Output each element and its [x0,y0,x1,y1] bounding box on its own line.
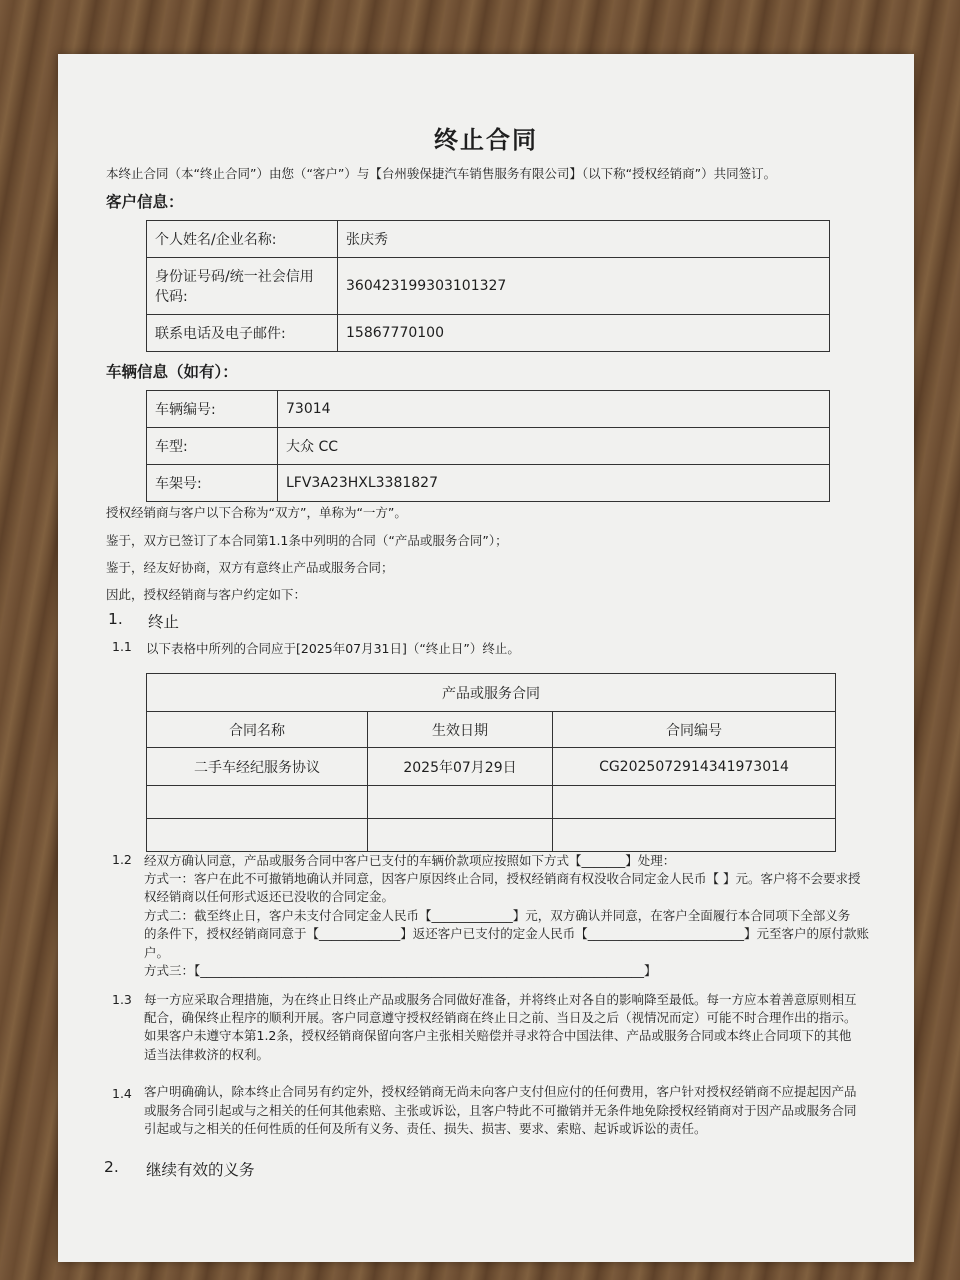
empty-row [147,819,836,852]
clause-1-2-lead: 经双方确认同意，产品或服务合同中客户已支付的车辆价款项应按照如下方式【_______】处理： [144,853,676,868]
header-contract-name: 合同名称 [147,712,368,748]
empty-row [147,786,836,819]
contract-page [58,54,914,1262]
method-2-line3: 户。 [144,945,170,960]
page-title: 终止合同 [434,126,538,154]
method-1-line2: 权经销商以任何形式返还已没收的合同定金。 [144,889,395,904]
vehicle-no-label: 车辆编号: [147,391,278,428]
recital-2: 鉴于，双方已签订了本合同第1.1条中列明的合同（“产品或服务合同”）； [106,533,508,548]
contact-value: 15867770100 [338,315,830,352]
intro-text: 本终止合同（本“终止合同”）由您（“客户”）与【台州骏保捷汽车销售服务有限公司】（以下称“授权经销商”）共同签订。 [106,166,777,181]
contact-label: 联系电话及电子邮件: [147,315,338,352]
clause-1-4-line3: 引起或与之相关的任何性质的任何及所有义务、责任、损失、损害、要求、索赔、起诉或诉讼的责任。 [144,1121,707,1136]
cell-contract-name: 二手车经纪服务协议 [147,748,368,786]
id-value: 360423199303101327 [338,258,830,315]
clause-1-4-number: 1.4 [112,1086,132,1101]
clause-1-3-line3: 如果客户未遵守本第1.2条，授权经销商保留向客户主张相关赔偿并寻求符合中国法律、产品或服务合同或本终止合同项下的其他 [144,1028,852,1043]
method-3: 方式三：【_______________________________________________________________________】 [144,963,657,978]
clause-1-4-line1: 客户明确确认，除本终止合同另有约定外，授权经销商无尚未向客户支付但应付的任何费用，客户针对授权经销商不应提起因产品 [144,1084,857,1099]
clause-1-3-number: 1.3 [112,992,132,1007]
id-label-line1: 身份证号码/统一社会信用 [155,269,314,285]
method-2-line1: 方式二：截至终止日，客户未支付合同定金人民币【_____________】元，双方确认并同意，在客户全面履行本合同项下全部义务 [144,908,851,923]
section-1-title: 终止 [148,613,180,631]
vehicle-table [146,390,830,502]
contract-table [146,673,836,852]
method-1-line1: 方式一：客户在此不可撤销地确认并同意，因客户原因终止合同，授权经销商有权没收合同定金人民币【 】元。客户将不会要求授 [144,871,861,886]
model-label: 车型: [147,428,278,465]
recital-4: 因此，授权经销商与客户约定如下： [106,587,307,602]
header-effective-date: 生效日期 [368,712,553,748]
contract-table-caption: 产品或服务合同 [147,674,836,712]
id-label [147,258,338,315]
customer-table [146,220,830,352]
vin-value: LFV3A23HXL3381827 [278,465,830,502]
clause-1-2-number: 1.2 [112,852,132,867]
customer-heading: 客户信息： [106,193,184,211]
recital-1: 授权经销商与客户以下合称为“双方”，单称为“一方”。 [106,505,407,520]
vehicle-no-value: 73014 [278,391,830,428]
section-1-number: 1. [108,610,123,628]
recital-3: 鉴于，经友好协商，双方有意终止产品或服务合同； [106,560,394,575]
cell-effective-date: 2025年07月29日 [368,748,553,786]
section-2-number: 2. [104,1158,119,1176]
section-2-title: 继续有效的义务 [146,1161,255,1179]
clause-1-1-text: 以下表格中所列的合同应于[2025年07月31日]（“终止日”）终止。 [146,641,520,656]
clause-1-3-line4: 适当法律救济的权利。 [144,1047,270,1062]
clause-1-3-line2: 配合，确保终止程序的顺利开展。客户同意遵守授权经销商在终止日之前、当日及之后（视情况而定）可能不时合理作出的指示。 [144,1010,857,1025]
vehicle-heading: 车辆信息（如有）： [106,363,238,381]
id-label-line2: 代码: [155,289,188,305]
method-2-line2: 的条件下，授权经销商同意于【_____________】返还客户已支付的定金人民币【_________________________】元至客户的原付款账 [144,926,870,941]
clause-1-4-line2: 或服务合同引起或与之相关的任何其他索赔、主张或诉讼，且客户特此不可撤销并无条件地免除授权经销商对于因产品或服务合同 [144,1103,857,1118]
model-value: 大众 CC [278,428,830,465]
clause-1-1-number: 1.1 [112,639,132,654]
name-label: 个人姓名/企业名称: [147,221,338,258]
clause-1-3-line1: 每一方应采取合理措施，为在终止日终止产品或服务合同做好准备，并将终止对各自的影响降至最低。每一方应本着善意原则相互 [144,992,857,1007]
cell-contract-number: CG2025072914341973014 [553,748,836,786]
header-contract-number: 合同编号 [553,712,836,748]
name-value: 张庆秀 [338,221,830,258]
vin-label: 车架号: [147,465,278,502]
